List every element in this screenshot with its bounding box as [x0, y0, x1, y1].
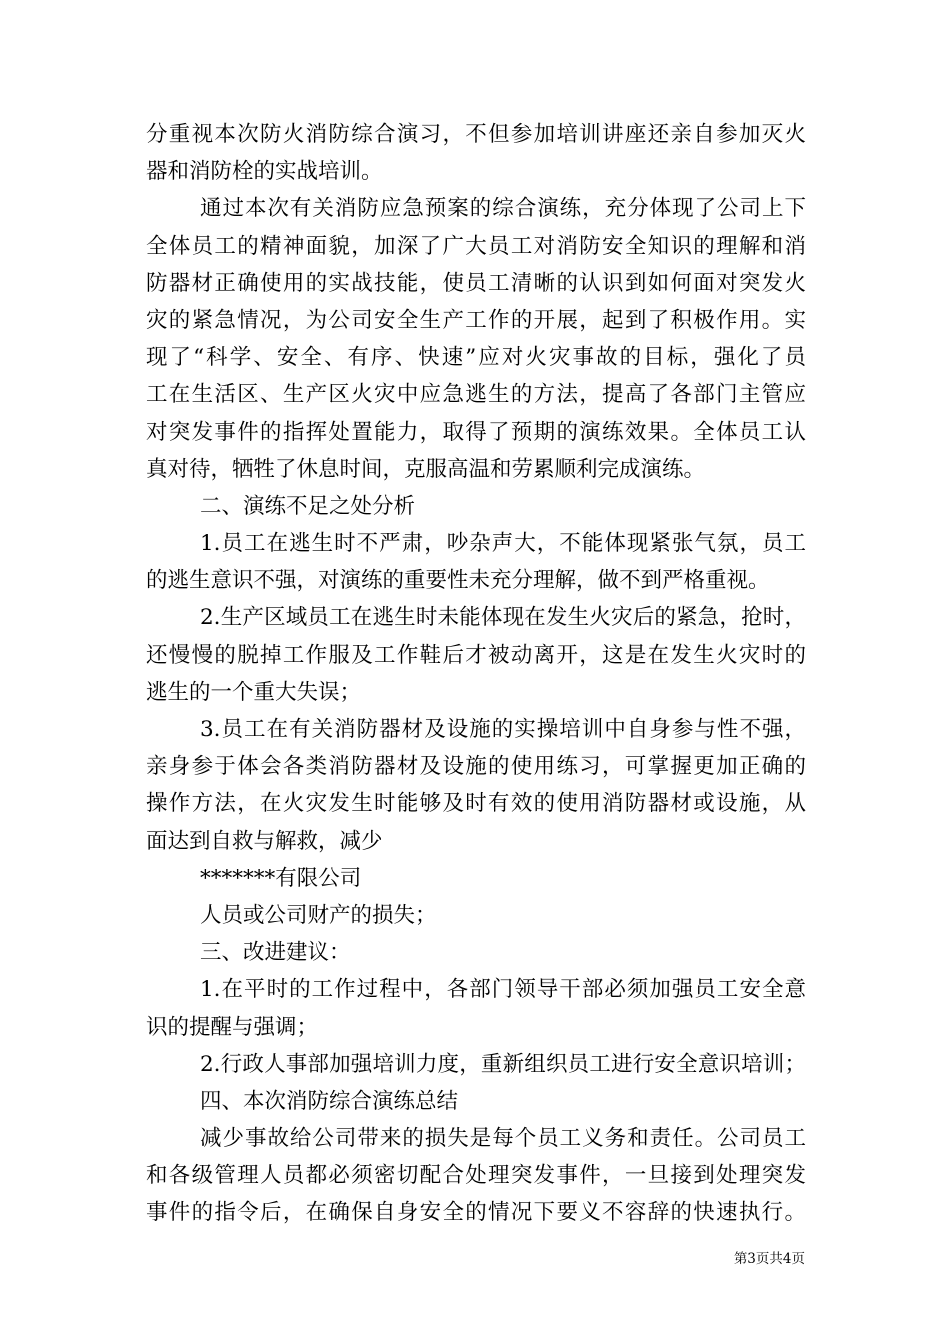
document-body	[146, 116, 806, 1232]
text-line: 人员或公司财产的损失；	[200, 902, 437, 928]
text-line: 3.员工在有关消防器材及设施的实操培训中自身参与性不强，	[200, 717, 806, 742]
text-line: 的逃生意识不强，对演练的重要性未充分理解，做不到严格重视。	[146, 568, 770, 594]
text-line: 减少事故给公司带来的损失是每个员工义务和责任。公司员工	[200, 1126, 806, 1152]
text-line: 2.生产区域员工在逃生时未能体现在发生火灾后的紧急，抢时，	[200, 605, 806, 631]
text-line: 事件的指令后，在确保自身安全的情况下要义不容辞的快速执行。	[146, 1200, 806, 1226]
text-line: 对突发事件的指挥处置能力，取得了预期的演练效果。全体员工认	[146, 419, 806, 445]
text-line: 和各级管理人员都必须密切配合处理突发事件，一旦接到处理突发	[146, 1163, 806, 1189]
text-line: 全体员工的精神面貌，加深了广大员工对消防安全知识的理解和消	[146, 233, 806, 259]
text-line: 亲身参于体会各类消防器材及设施的使用练习，可掌握更加正确的	[146, 754, 806, 780]
text-line: 器和消防栓的实战培训。	[146, 159, 383, 185]
text-line: 工在生活区、生产区火灾中应急逃生的方法，提高了各部门主管应	[146, 382, 806, 408]
text-line: 面达到自救与解救，减少	[146, 828, 383, 854]
text-line: 逃生的一个重大失误；	[146, 679, 362, 705]
text-line: 灾的紧急情况，为公司安全生产工作的开展，起到了积极作用。实	[146, 307, 806, 333]
text-line: 1.在平时的工作过程中，各部门领导干部必须加强员工安全意	[200, 977, 806, 1003]
section-heading: 四、本次消防综合演练总结	[200, 1088, 459, 1114]
text-line: 1.员工在逃生时不严肃，吵杂声大，不能体现紧张气氛，员工	[200, 531, 806, 557]
text-line: 现了“科学、安全、有序、快速”应对火灾事故的目标，强化了员	[146, 345, 806, 371]
text-line: 通过本次有关消防应急预案的综合演练，充分体现了公司上下	[200, 196, 806, 222]
text-line: 识的提醒与强调；	[146, 1014, 319, 1040]
page-footer	[0, 1247, 950, 1267]
company-name-line: *******有限公司	[200, 865, 362, 891]
text-line: 真对待，牺牲了休息时间，克服高温和劳累顺利完成演练。	[146, 456, 706, 482]
text-line: 2.行政人事部加强培训力度，重新组织员工进行安全意识培训；	[200, 1051, 806, 1077]
page-number-label: 第3页共4页	[733, 1251, 805, 1267]
text-line: 还慢慢的脱掉工作服及工作鞋后才被动离开，这是在发生火灾时的	[146, 642, 806, 668]
section-heading: 二、演练不足之处分析	[200, 493, 416, 519]
text-line: 分重视本次防火消防综合演习，不但参加培训讲座还亲自参加灭火	[146, 122, 806, 147]
section-heading: 三、改进建议：	[200, 940, 351, 966]
text-line: 防器材正确使用的实战技能，使员工清晰的认识到如何面对突发火	[146, 270, 806, 296]
text-line: 操作方法，在火灾发生时能够及时有效的使用消防器材或设施，从	[146, 791, 806, 817]
